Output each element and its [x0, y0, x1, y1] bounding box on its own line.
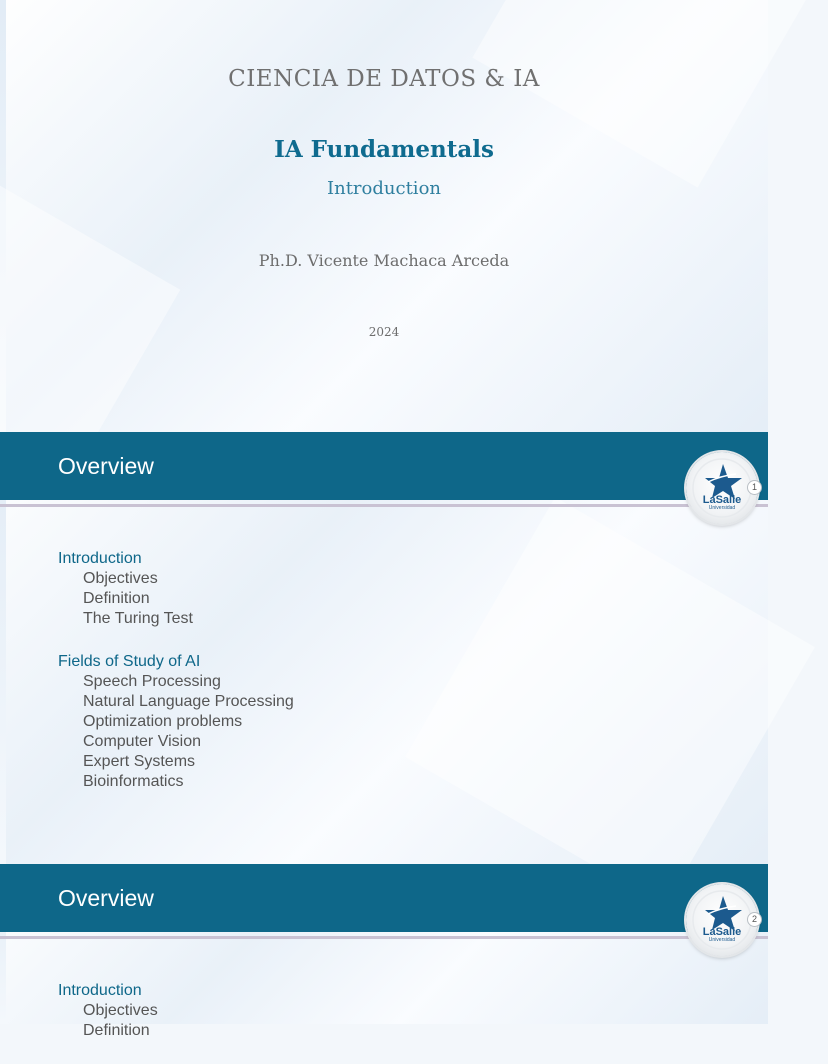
toc-item[interactable]: Definition [83, 590, 150, 607]
toc-item[interactable]: Optimization problems [83, 713, 243, 730]
university-logo [686, 884, 758, 956]
slide-heading: Overview [58, 453, 154, 479]
overview-slide-1 [0, 432, 768, 864]
university-logo [686, 452, 758, 524]
header-divider [0, 936, 768, 939]
logo-wordmark: LaSalle [702, 494, 742, 506]
table-of-contents [58, 549, 294, 815]
series-title: CIENCIA DE DATOS & IA [228, 66, 540, 92]
toc-item[interactable]: Bioinformatics [83, 773, 184, 790]
presentation-year: 2024 [368, 325, 400, 339]
toc-item[interactable]: Natural Language Processing [83, 693, 294, 710]
toc-item[interactable]: Definition [83, 1022, 150, 1039]
toc-section-title[interactable]: Introduction [58, 550, 142, 567]
logo-subtext: Universidad [708, 937, 736, 943]
toc-item[interactable]: The Turing Test [83, 610, 193, 627]
toc-item[interactable]: Objectives [83, 570, 158, 587]
logo-wordmark: LaSalle [702, 926, 742, 938]
logo-subtext: Universidad [708, 505, 736, 511]
toc-section-title[interactable]: Introduction [58, 982, 142, 999]
slide-header-bar [0, 432, 768, 500]
toc-item[interactable]: Objectives [83, 1002, 158, 1019]
toc-section [58, 549, 294, 629]
toc-item[interactable]: Speech Processing [83, 673, 221, 690]
toc-section-title[interactable]: Fields of Study of AI [58, 653, 201, 670]
presentation-title: IA Fundamentals [274, 136, 494, 163]
background-facet [405, 497, 815, 907]
overview-slide-2 [0, 864, 768, 1039]
toc-item[interactable]: Computer Vision [83, 733, 201, 750]
header-divider [0, 504, 768, 507]
slide-header-bar [0, 864, 768, 932]
toc-section [58, 652, 294, 792]
table-of-contents [58, 981, 158, 1064]
page-number: 2 [747, 912, 762, 927]
slide-heading: Overview [58, 885, 154, 911]
author-name: Ph.D. Vicente Machaca Arceda [258, 251, 510, 270]
page-number: 1 [747, 480, 762, 495]
toc-item[interactable]: Expert Systems [83, 753, 196, 770]
title-slide [0, 0, 768, 432]
toc-section [58, 981, 158, 1041]
presentation-subtitle: Introduction [327, 178, 441, 199]
